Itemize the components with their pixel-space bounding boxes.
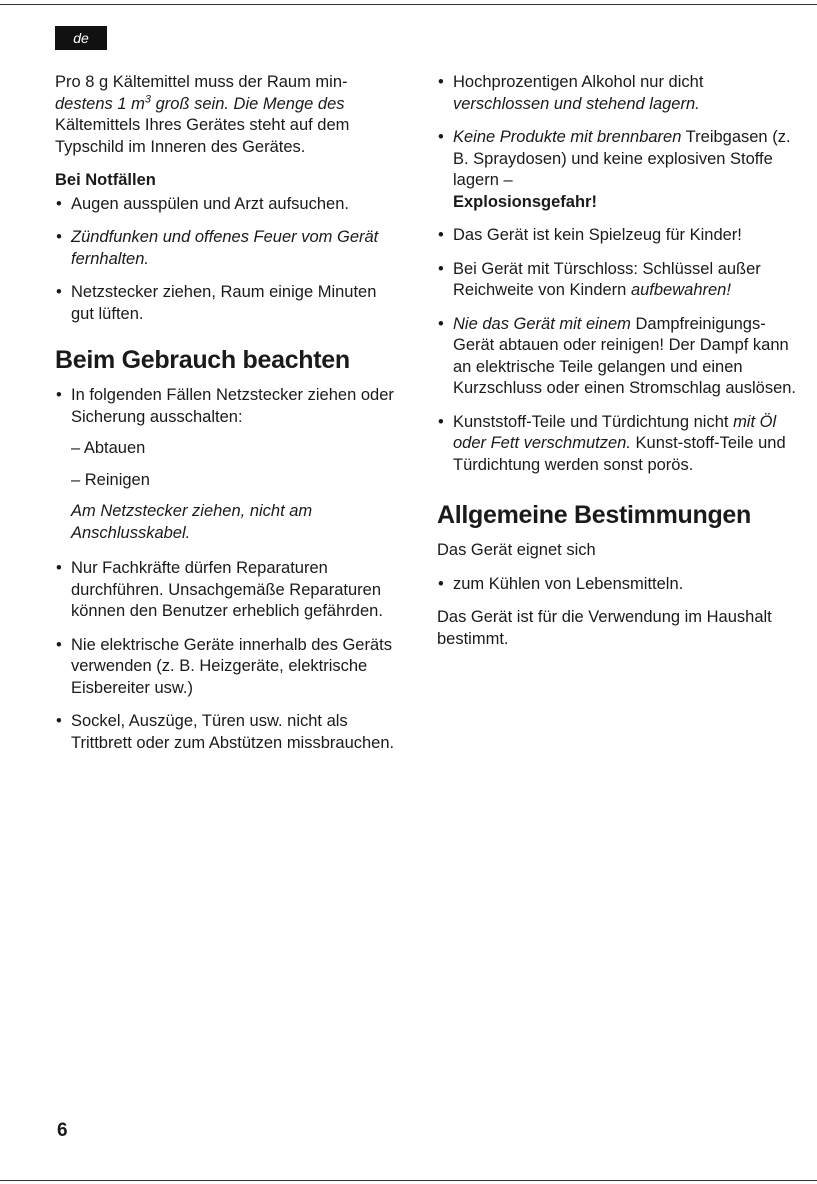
safety-list [437, 72, 797, 476]
steam-text: Dampfreinigungs- Gerät abtauen oder reinigen! Der Dampf kann an elektrische Teile gelangen und einen Kurzschluss oder einen Stromschlag auslösen. [453, 314, 797, 397]
plug-note: Am Netzstecker ziehen, nicht am Anschlusskabel. [71, 502, 313, 542]
list-item: • zum Kühlen von Lebensmitteln. [437, 574, 797, 596]
language-tab: de [55, 26, 107, 50]
plastic-text: Kunststoff-Teile und Türdichtung nicht [453, 412, 734, 431]
list-item-propellant [437, 127, 797, 213]
list-item-lock [437, 259, 797, 302]
propellant-text: Treibgasen (z. B. Spraydosen) und keine explosiven Stoffe lagern – [453, 128, 791, 189]
plastic-text-end: Kunst-stoff-Teile und Türdichtung werden sonst porös. [453, 434, 786, 474]
refrigerant-paragraph [55, 72, 400, 158]
list-item: • Nur Fachkräfte dürfen Reparaturen durchführen. Unsachgemäße Reparaturen können den Benutzer erheblich gefährden. [55, 558, 400, 623]
dash-item-clean: – Reinigen [71, 470, 150, 489]
intro-line-1: Pro 8 g Kältemittel muss der Raum min- [55, 73, 348, 91]
suitable-text: Das Gerät eignet sich [437, 541, 596, 559]
list-item: • Augen ausspülen und Arzt aufsuchen. [55, 194, 400, 216]
lock-text: Bei Gerät mit Türschloss: Schlüssel außer Reichweite von Kindern [453, 259, 761, 299]
list-item: • In folgenden Fällen Netzstecker ziehen oder Sicherung ausschalten: [55, 385, 400, 428]
lock-text-italic: aufbewahren! [630, 281, 731, 299]
list-item-plastic [437, 412, 797, 477]
right-column [437, 72, 797, 662]
emergency-heading: Bei Notfällen [55, 171, 156, 189]
list-item: • Netzstecker ziehen, Raum einige Minuten gut lüften. [55, 282, 400, 325]
section-heading-usage: Beim Gebrauch beachten [55, 346, 350, 374]
propellant-text-italic: Keine Produkte mit brennbaren [453, 128, 682, 146]
list-item: • Nie elektrische Geräte innerhalb des Geräts verwenden (z. B. Heizgeräte, elektrische Eisbereiter usw.) [55, 635, 400, 700]
list-item: • Zündfunken und offenes Feuer vom Gerät fernhalten. [55, 227, 400, 270]
dash-item-defrost: – Abtauen [71, 439, 146, 457]
intro-line-3: Kältemittels Ihres Gerätes steht auf dem Typschild im Inneren des Gerätes. [55, 116, 350, 156]
household-text: Das Gerät ist für die Verwendung im Haushalt bestimmt. [437, 608, 772, 648]
intro-line-2b: groß sein. Die Menge des [151, 94, 345, 113]
alcohol-text-italic: verschlossen und stehend lagern. [453, 94, 700, 113]
page-number: 6 [57, 1120, 68, 1141]
usage-list-intro [55, 385, 400, 428]
list-item-steam [437, 314, 797, 400]
intro-superscript: 3 [144, 93, 152, 105]
top-rule [0, 4, 817, 5]
plastic-text-italic: mit Öl oder Fett verschmutzen. [453, 412, 777, 452]
explosion-warning: Explosionsgefahr! [453, 192, 597, 211]
list-item: • Sockel, Auszüge, Türen usw. nicht als Trittbrett oder zum Abstützen missbrauchen. [55, 711, 400, 754]
alcohol-text: Hochprozentigen Alkohol nur dicht [453, 73, 704, 91]
list-item-toy: • Das Gerät ist kein Spielzeug für Kinder! [437, 225, 797, 247]
section-heading-general: Allgemeine Bestimmungen [437, 501, 751, 529]
steam-text-italic: Nie das Gerät mit einem [453, 314, 631, 333]
purpose-list [437, 574, 797, 596]
bottom-rule [0, 1180, 817, 1181]
left-column [55, 72, 400, 766]
usage-list [55, 558, 400, 754]
list-item-alcohol [437, 72, 797, 115]
intro-line-2a: destens 1 m [55, 94, 145, 113]
emergency-list [55, 194, 400, 326]
